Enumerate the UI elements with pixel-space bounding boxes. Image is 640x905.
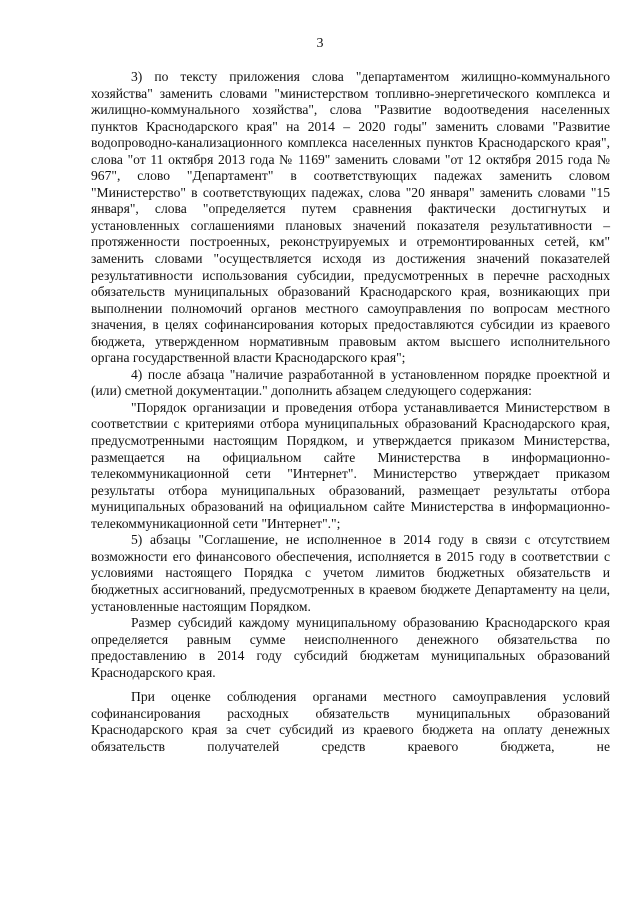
paragraph-item-3: 3) по тексту приложения слова "департаментом жилищно-коммунального хозяйства" заменить словами "министерством топливно-энергетического комплекса и жилищно-коммунального хозяйства", слова "Развитие водоотведения населенных пунктов Краснодарского края" на 2014 – 2020 годы" заменить словами "Развитие водопроводно-канализационного комплекса населенных пунктов Краснодарского края", слова "от 11 октября 2013 года № 1169" заменить словами "от 12 октября 2015 года № 967", слово "Департамент" в соответствующих падежах заменить словом "Министерство" в соответствующих падежах, слова "20 января" заменить словами "15 января", слова "определяется путем сравнения фактически достигнутых и установленных соглашениями плановых значений показателя результативности – протяженности построенных, реконструируемых и отремонтированных сетей, км" заменить словами "осуществляется исходя из достижения значений показателей результативности использования субсидии, предусмотренных в перечне расходных обязательств муниципальных образований Краснодарского края, возникающих при выполнении полномочий органов местного самоуправления по вопросам местного значения, в целях софинансирования которых предоставляются субсидии из краевого бюджета, утвержденном нормативным правовым актом высшего исполнительного органа государственной власти Краснодарского края";	[91, 69, 610, 366]
page-number: 3	[316, 36, 324, 51]
paragraph-cofinancing-assessment: При оценке соблюдения органами местного самоуправления условий софинансирования расходных обязательств муниципальных образований Краснодарского края за счет субсидий из краевого бюджета на оплату денежных обязательств получателей средств краевого бюджета, не	[91, 689, 610, 754]
paragraph-item-5: 5) абзацы "Соглашение, не исполненное в 2014 году в связи с отсутствием возможности его финансового обеспечения, исполняется в 2015 году в соответствии с условиями настоящего Порядка с учетом лимитов бюджетных обязательств и бюджетных ассигнований, предусмотренных в краевом бюджете Департаменту на цели, установленные настоящим Порядком.	[91, 532, 610, 614]
document-body	[91, 69, 610, 755]
paragraph-item-4: 4) после абзаца "наличие разработанной в установленном порядке проектной и (или) сметной документации." дополнить абзацем следующего содержания:	[91, 366, 610, 399]
paragraph-subsidy-amount: Размер субсидий каждому муниципальному образованию Краснодарского края определяется равным сумме неисполненного денежного обязательства по предоставлению в 2014 году субсидий бюджетам муниципальных образований Краснодарского края.	[91, 615, 610, 680]
paragraph-inserted-procedure: "Порядок организации и проведения отбора устанавливается Министерством в соответствии с критериями отбора муниципальных образований Краснодарского края, предусмотренными настоящим Порядком, и утверждается приказом Министерства, размещается на официальном сайте Министерства в информационно-телекоммуникационной сети "Интернет". Министерство утверждает приказом результаты отбора муниципальных образований, размещает результаты отбора муниципальных образований на официальном сайте Министерства в информационно-телекоммуникационной сети "Интернет".";	[91, 399, 610, 531]
